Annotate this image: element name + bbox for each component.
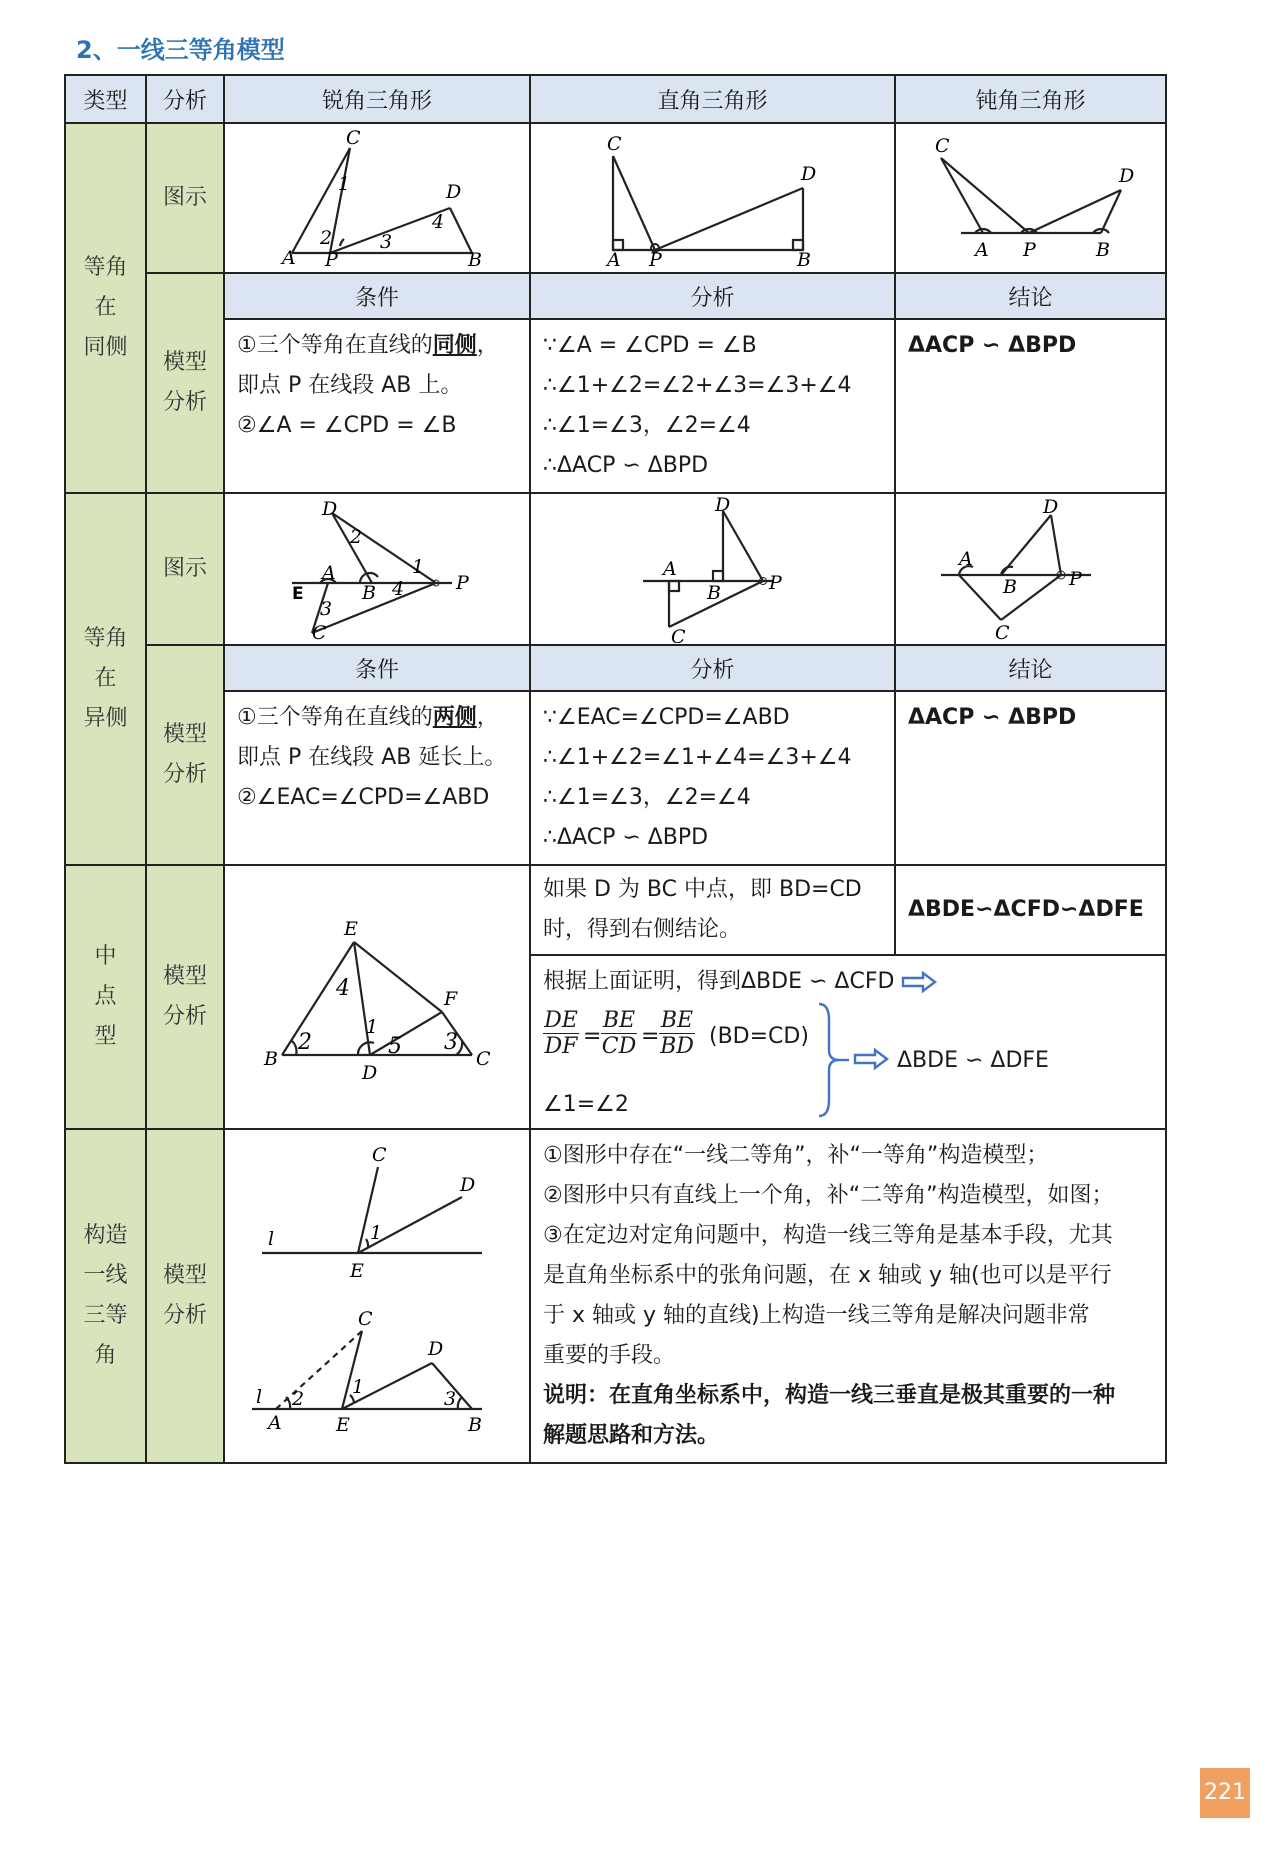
opposite-side-condition-header: 条件 (224, 645, 530, 691)
svg-text:1: 1 (370, 1222, 383, 1244)
svg-text:1: 1 (412, 556, 425, 578)
fraction-group: DE DF = BE CD = BE BD (BD=CD) ΔBDE ∽ ΔDFE (543, 1006, 1153, 1088)
svg-text:C: C (358, 1308, 373, 1330)
acute-opposite-side-diagram (232, 495, 522, 643)
svg-text:F: F (444, 988, 458, 1010)
same-side-condition-header: 条件 (224, 273, 530, 319)
svg-text:B: B (264, 1048, 278, 1070)
obtuse-same-side-diagram (901, 128, 1161, 268)
svg-text:C: C (476, 1048, 491, 1070)
midpoint-conclusion: ΔBDE∽ΔCFD∽ΔDFE (895, 865, 1166, 955)
opposite-side-figure-label: 图示 (146, 493, 224, 645)
construct-category: 构造 一线 三等 角 (65, 1129, 146, 1463)
svg-text:P: P (325, 249, 338, 268)
svg-text:C: C (934, 135, 950, 157)
svg-text:1: 1 (366, 1016, 379, 1038)
svg-text:D: D (362, 1062, 378, 1084)
arrow-right-icon (853, 1048, 889, 1070)
midpoint-figure (224, 865, 530, 1129)
svg-text:3: 3 (444, 1388, 457, 1410)
opposite-side-subheader-row (65, 645, 1166, 691)
same-side-category: 等角 在 同侧 (65, 123, 146, 493)
svg-text:l: l (256, 1386, 263, 1408)
svg-text:A: A (662, 558, 677, 580)
svg-text:l: l (268, 1228, 275, 1250)
svg-text:4: 4 (432, 211, 445, 233)
opposite-side-content-row (65, 691, 1166, 865)
same-side-obtuse-figure (895, 123, 1166, 273)
svg-text:E: E (350, 1260, 364, 1282)
construct-model-label: 模型 分析 (146, 1129, 224, 1463)
svg-text:C: C (670, 626, 686, 643)
svg-text:B: B (362, 582, 376, 604)
page-number: 221 (1200, 1768, 1250, 1818)
svg-text:B: B (468, 1414, 482, 1436)
svg-text:B: B (706, 582, 721, 604)
same-side-model-label: 模型 分析 (146, 273, 224, 493)
svg-text:C: C (312, 622, 327, 643)
svg-text:D: D (460, 1174, 476, 1196)
svg-text:D: D (714, 495, 730, 516)
midpoint-model-label: 模型 分析 (146, 865, 224, 1129)
svg-text:E: E (292, 584, 304, 604)
svg-text:C: C (994, 622, 1010, 643)
arrow-right-icon (901, 971, 937, 993)
construct-row (65, 1129, 1166, 1463)
same-side-figure-label: 图示 (146, 123, 224, 273)
same-side-analysis-header: 分析 (530, 273, 895, 319)
svg-text:P: P (1022, 239, 1036, 261)
svg-text:D: D (428, 1338, 444, 1360)
svg-text:D: D (1042, 496, 1058, 518)
header-obtuse: 钝角三角形 (895, 75, 1166, 123)
acute-same-side-diagram (232, 128, 522, 268)
svg-text:E: E (336, 1414, 350, 1436)
opposite-side-analysis-header: 分析 (530, 645, 895, 691)
same-side-conclusion: ΔACP ∽ ΔBPD (895, 319, 1166, 493)
construct-diagram (232, 1141, 522, 1451)
svg-text:B: B (796, 249, 811, 268)
opposite-side-conclusion-header: 结论 (895, 645, 1166, 691)
same-side-content-row (65, 319, 1166, 493)
midpoint-row-top (65, 865, 1166, 955)
svg-text:A: A (606, 249, 621, 268)
brace-icon (815, 1000, 851, 1120)
opposite-side-obtuse-figure (895, 493, 1166, 645)
svg-text:3: 3 (380, 231, 393, 253)
svg-text:3: 3 (444, 1030, 458, 1055)
svg-text:2: 2 (350, 526, 363, 548)
same-side-acute-figure (224, 123, 530, 273)
svg-text:P: P (648, 249, 662, 268)
midpoint-condition-text: 如果 D 为 BC 中点，即 BD=CD 时，得到右侧结论。 (530, 865, 895, 955)
svg-text:C: C (372, 1144, 387, 1166)
opposite-side-figure-row (65, 493, 1166, 645)
same-side-subheader-row (65, 273, 1166, 319)
svg-text:B: B (468, 249, 482, 268)
svg-text:1: 1 (352, 1376, 365, 1398)
same-side-right-figure (530, 123, 895, 273)
opposite-side-analysis: ∵∠EAC=∠CPD=∠ABD ∴∠1+∠2=∠1+∠4=∠3+∠4 ∴∠1=∠3，∠2=∠4 ∴ΔACP ∽ ΔBPD (530, 691, 895, 865)
opposite-side-condition: ①三个等角在直线的两侧， 即点 P 在线段 AB 延长上。 ②∠EAC=∠CPD=∠ABD (224, 691, 530, 865)
svg-text:B: B (1002, 576, 1017, 598)
midpoint-diagram (232, 887, 522, 1107)
header-acute: 锐角三角形 (224, 75, 530, 123)
opposite-side-right-figure (530, 493, 895, 645)
svg-text:E: E (344, 918, 358, 940)
svg-text:5: 5 (388, 1034, 402, 1059)
same-side-condition: ①三个等角在直线的同侧， 即点 P 在线段 AB 上。 ②∠A = ∠CPD = ∠B (224, 319, 530, 493)
svg-text:1: 1 (338, 173, 351, 195)
angle-equal: ∠1=∠2 (543, 1092, 629, 1117)
opposite-side-conclusion: ΔACP ∽ ΔBPD (895, 691, 1166, 865)
same-side-conclusion-header: 结论 (895, 273, 1166, 319)
opposite-side-category: 等角 在 异侧 (65, 493, 146, 865)
svg-text:3: 3 (320, 598, 333, 620)
svg-text:C: C (346, 128, 361, 149)
obtuse-opposite-side-diagram (901, 495, 1161, 643)
svg-text:D: D (446, 181, 462, 203)
svg-text:D: D (1118, 165, 1134, 187)
svg-text:P: P (1068, 568, 1082, 590)
svg-text:B: B (1095, 239, 1110, 261)
svg-text:A: A (282, 247, 296, 268)
svg-text:P: P (456, 572, 469, 594)
svg-text:A: A (958, 548, 973, 570)
right-opposite-side-diagram (543, 495, 883, 643)
section-title: 2、一线三等角模型 (76, 36, 285, 64)
same-side-analysis: ∵∠A = ∠CPD = ∠B ∴∠1+∠2=∠2+∠3=∠3+∠4 ∴∠1=∠3，∠2=∠4 ∴ΔACP ∽ ΔBPD (530, 319, 895, 493)
header-right: 直角三角形 (530, 75, 895, 123)
svg-text:2: 2 (298, 1030, 312, 1055)
right-same-side-diagram (543, 128, 883, 268)
header-type: 类型 (65, 75, 146, 123)
svg-text:D: D (322, 498, 338, 520)
same-side-figure-row (65, 123, 1166, 273)
construct-text: ①图形中存在“一线二等角”，补“一等角”构造模型； ②图形中只有直线上一个角，补“二等角”构造模型，如图； ③在定边对定角问题中，构造一线三等角是基本手段，尤其 是直角坐标系中的张角问题，在 x 轴或 y 轴(也可以是平行 于 x 轴或 y 轴的直线)上构造一线三等角是解决问题非常 重要的手段。 说明：在直角坐标系中，构造一线三垂直是极其重要的一种 解题思路和方法。 (530, 1129, 1166, 1463)
svg-text:A: A (322, 562, 336, 584)
svg-text:A: A (268, 1412, 282, 1434)
svg-text:A: A (974, 239, 989, 261)
table-header-row (65, 75, 1166, 123)
svg-text:4: 4 (336, 976, 350, 1001)
svg-text:C: C (606, 133, 622, 155)
midpoint-category: 中 点 型 (65, 865, 146, 1129)
svg-text:D: D (800, 163, 816, 185)
construct-figure (224, 1129, 530, 1463)
svg-text:2: 2 (320, 227, 333, 249)
svg-text:2: 2 (292, 1388, 305, 1410)
svg-text:P: P (768, 572, 782, 594)
model-table (64, 74, 1167, 1464)
midpoint-proof: 根据上面证明，得到ΔBDE ∽ ΔCFD DE DF = BE CD = BE BD (BD=CD) ΔBDE ∽ ΔDFE ∠1=∠2 (530, 955, 1166, 1129)
svg-text:4: 4 (392, 578, 405, 600)
opposite-side-model-label: 模型 分析 (146, 645, 224, 865)
header-analysis: 分析 (146, 75, 224, 123)
opposite-side-acute-figure (224, 493, 530, 645)
